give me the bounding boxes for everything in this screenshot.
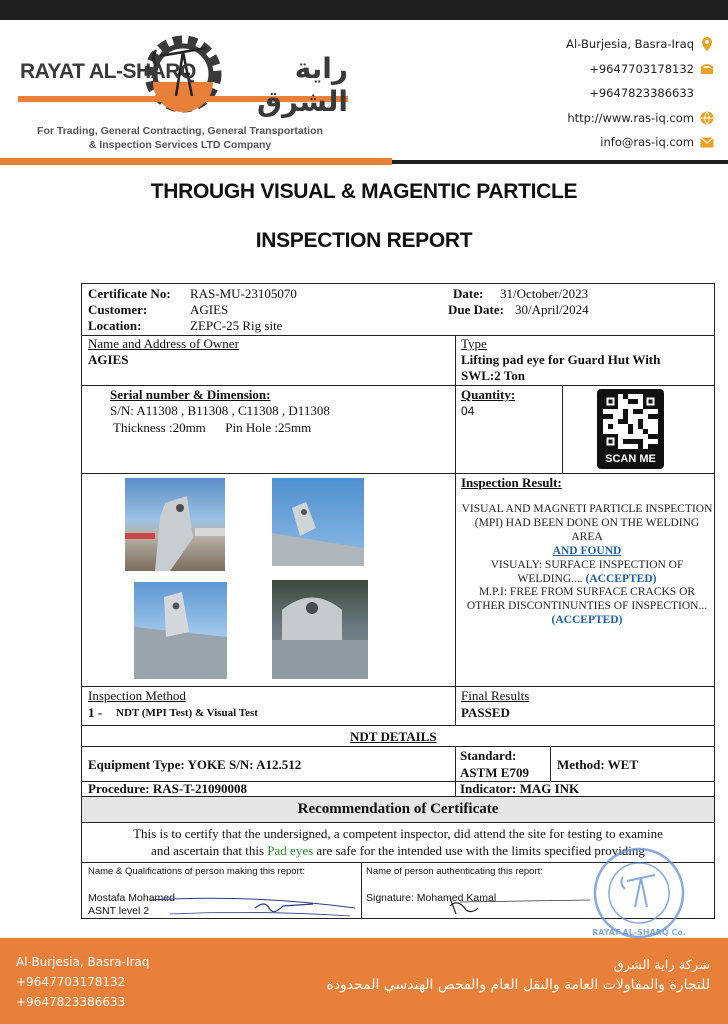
quantity-label: Quantity:	[461, 387, 516, 402]
inspection-method-label: Inspection Method	[88, 688, 186, 703]
column-divider	[361, 862, 362, 919]
footer-contact	[16, 952, 149, 1012]
accepted-badge: (ACCEPTED)	[551, 614, 623, 627]
final-results-label: Final Results	[461, 688, 530, 703]
footer-arabic-line-1: شركة راية الشرق	[613, 958, 710, 973]
column-divider	[455, 335, 456, 725]
logo-arabic-text: راية الشرق	[256, 52, 348, 118]
inspector-label: Name & Qualifications of person making this report:	[88, 866, 306, 877]
date-label: Date:	[453, 286, 484, 301]
authenticator-signature-text: Signature: Mohamed Kamal	[366, 892, 497, 904]
contact-text: info@ras-iq.com	[600, 135, 694, 150]
inspection-photo-3	[134, 582, 227, 679]
footer-phone-1: +9647703178132	[16, 975, 126, 989]
company-tagline	[20, 124, 340, 152]
inspection-photo-2	[272, 478, 364, 566]
recommendation-line-2a: and ascertain that this	[151, 843, 265, 858]
inspector-signature	[150, 888, 360, 918]
row-divider	[81, 473, 715, 474]
result-paragraph: VISUAL AND MAGNETI PARTICLE INSPECTION (MPI) HAD BEEN DONE ON THE WELDING AREA	[461, 503, 713, 543]
row-divider	[81, 686, 715, 687]
row-divider	[81, 746, 715, 747]
result-found: AND FOUND	[552, 544, 622, 557]
inspector-level: ASNT level 2	[88, 905, 150, 917]
dimension-value: Thickness :20mm Pin Hole :25mm	[113, 420, 312, 435]
authenticator-signature	[440, 894, 600, 918]
row-divider	[81, 385, 715, 386]
type-value-line-2: SWL:2 Ton	[461, 368, 525, 383]
result-visual: VISUALY: SURFACE INSPECTION OF WELDING....	[490, 558, 684, 585]
customer-label: Customer:	[88, 302, 148, 317]
indicator: Indicator: MAG INK	[460, 781, 580, 796]
contact-text: http://www.ras-iq.com	[567, 110, 694, 125]
globe-icon	[700, 111, 714, 125]
location-pin-icon	[700, 37, 714, 51]
result-mpi: M.P.I: FREE FROM SURFACE CRACKS OR OTHER DISCONTINUNTIES OF INSPECTION...	[466, 586, 708, 613]
report-title-line-1: THROUGH VISUAL & MAGENTIC PARTICLE	[150, 180, 578, 203]
inspection-result-text	[460, 503, 714, 628]
inspector-name: Mostafa Mohamed	[88, 892, 175, 904]
certificate-label: Certificate No:	[88, 286, 171, 301]
final-results-value: PASSED	[461, 705, 510, 720]
type-label: Type	[461, 336, 487, 351]
due-date-label: Due Date:	[448, 302, 504, 317]
contact-phone-1[interactable]	[566, 57, 714, 82]
row-divider	[81, 725, 715, 726]
inspection-method-number: 1 -	[88, 705, 103, 720]
owner-value: AGIES	[88, 352, 129, 367]
column-divider	[562, 385, 563, 473]
location-label: Location:	[88, 318, 142, 333]
ndt-details-title: NDT DETAILS	[350, 729, 437, 744]
company-stamp	[583, 843, 695, 939]
header-divider	[0, 158, 728, 165]
highlighted-item: Pad eyes	[267, 843, 314, 858]
email-icon	[700, 135, 714, 149]
qr-code[interactable]	[597, 389, 664, 469]
certificate-value: RAS-MU-23105070	[190, 286, 297, 301]
contact-text: +9647823386633	[589, 86, 694, 101]
inspection-photo-4	[272, 580, 368, 679]
standard-label: Standard:	[460, 748, 517, 763]
contact-text: Al-Burjesia, Basra-Iraq	[566, 37, 694, 52]
contact-website[interactable]	[566, 106, 714, 131]
procedure: Procedure: RAS-T-21090008	[88, 781, 248, 796]
contact-phone-2[interactable]	[566, 81, 714, 106]
serial-value: S/N: A11308 , B11308 , C11308 , D11308	[110, 403, 330, 418]
logo-text: RAYAT AL-SHARQ	[20, 60, 196, 83]
accepted-badge: (ACCEPTED)	[585, 572, 657, 585]
quantity-value: 04	[461, 404, 475, 418]
recommendation-line-1: This is to certify that the undersigned, a competent inspector, did attend the site for testing to examine	[133, 826, 663, 841]
page-footer	[0, 938, 728, 1024]
contact-email[interactable]	[566, 130, 714, 155]
contact-text: +9647703178132	[589, 61, 694, 76]
owner-label: Name and Address of Owner	[88, 336, 239, 351]
row-divider	[81, 822, 715, 823]
tagline-line-1: For Trading, General Contracting, General Transportation	[37, 125, 323, 137]
empty-icon-slot	[700, 86, 714, 100]
method-wet: Method: WET	[557, 757, 639, 772]
equipment-type: Equipment Type: YOKE S/N: A12.512	[88, 757, 302, 772]
due-date-value: 30/April/2024	[515, 302, 589, 317]
recommendation-line-2b: are safe for the intended use with the limits specified providing	[316, 843, 645, 858]
stamp-text: RAYAT AL-SHARQ Co.	[592, 928, 686, 937]
phone-icon	[700, 62, 714, 76]
footer-arabic-line-2: للتجارة والمقاولات العامة والنقل العام والفحص الهندسي المحدودة	[326, 977, 710, 993]
company-logo	[18, 26, 348, 126]
column-divider	[550, 746, 551, 781]
serial-label: Serial number & Dimension:	[110, 387, 271, 402]
inspection-method-value: NDT (MPI Test) & Visual Test	[116, 707, 258, 719]
standard-value: ASTM E709	[460, 765, 529, 780]
type-value-line-1: Lifting pad eye for Guard Hut With	[461, 352, 661, 367]
qr-scan-label: SCAN ME	[605, 453, 656, 465]
footer-arabic	[326, 958, 710, 993]
recommendation-title: Recommendation of Certificate	[297, 801, 499, 817]
inspection-photo-1	[125, 478, 225, 571]
recommendation-header	[82, 797, 714, 822]
location-value: ZEPC-25 Rig site	[190, 318, 283, 333]
report-title-line-2: INSPECTION REPORT	[255, 229, 473, 252]
authenticator-label: Name of person authenticating this report:	[366, 866, 543, 877]
footer-phone-2: +9647823386633	[16, 995, 126, 1009]
column-divider	[455, 746, 456, 796]
customer-value: AGIES	[190, 302, 229, 317]
date-value: 31/October/2023	[500, 286, 589, 301]
footer-address: Al-Burjesia, Basra-Iraq	[16, 955, 150, 969]
contact-address	[566, 32, 714, 57]
top-bar	[0, 0, 728, 20]
tagline-line-2: & Inspection Services LTD Company	[88, 139, 272, 151]
inspection-result-label: Inspection Result:	[461, 475, 562, 490]
contact-list	[566, 32, 714, 155]
